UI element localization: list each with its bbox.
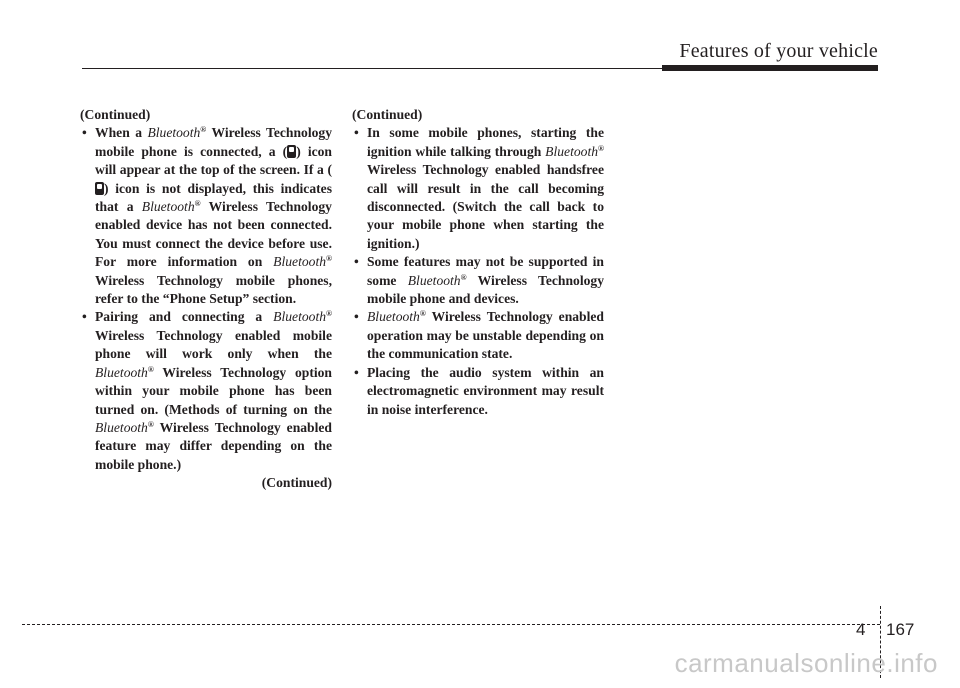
- text-span: Placing the audio system within an electromagnetic environment may result in noise interference.: [367, 364, 604, 417]
- text-span: Some features may not be supported in some: [367, 254, 604, 288]
- text-span: Wireless Technology enabled feature may differ depending on the mobile phone.): [95, 419, 332, 472]
- brand-text: Bluetooth: [273, 309, 327, 325]
- continued-bottom-label: (Continued): [261, 475, 332, 491]
- text-span: Wireless Technology enabled operation may be unstable depending on the communication state.: [367, 309, 604, 362]
- brand-text: Bluetooth: [95, 364, 148, 380]
- text-span: When a: [95, 125, 148, 141]
- text-span: In some mobile phones, starting the ignition while talking through: [367, 125, 604, 159]
- footer-rule: [22, 624, 880, 625]
- text-span: Wireless Technology mobile phone and devices.: [367, 272, 604, 307]
- right-column: [352, 106, 604, 419]
- registered-mark: ®: [147, 419, 154, 429]
- bullet-bluetooth-connected: [80, 124, 332, 308]
- header-rule-thick: [662, 65, 878, 71]
- text-span: Wireless Technology option within your mobile phone has been turned on. (Methods of turning on the: [95, 364, 332, 417]
- phone-icon: [95, 182, 104, 195]
- left-column: [80, 106, 332, 493]
- continued-top-label: (Continued): [80, 107, 151, 122]
- registered-mark: ®: [326, 254, 332, 264]
- bullet-features-support: [352, 253, 604, 308]
- continued-top-label: (Continued): [352, 107, 423, 122]
- watermark: carmanualsonline.info: [674, 648, 938, 678]
- header-rule-thin: [82, 68, 662, 69]
- text-span: Wireless Technology enabled handsfree call will result in the call becoming disconnected. (Switch the call back to your mobile phone when starting the ignition.): [367, 162, 604, 251]
- bullet-unstable-operation: [352, 308, 604, 363]
- text-span: Wireless Technology mobile phone is connected, a (: [95, 125, 332, 159]
- brand-text: Bluetooth: [407, 272, 461, 288]
- text-span: ) icon is not displayed, this indicates that a: [95, 180, 332, 215]
- brand-text: Bluetooth: [95, 419, 148, 435]
- bullet-pairing: [80, 308, 332, 474]
- chapter-number: 4: [856, 620, 866, 639]
- page-number: 167: [886, 620, 915, 639]
- registered-mark: ®: [598, 143, 604, 153]
- registered-mark: ®: [194, 199, 201, 209]
- header-title: Features of your vehicle: [679, 40, 878, 62]
- registered-mark: ®: [419, 309, 426, 319]
- registered-mark: ®: [460, 272, 467, 282]
- bullet-noise-interference: [352, 364, 604, 419]
- bullet-ignition-call: [352, 124, 604, 253]
- text-span: Wireless Technology enabled device has not been connected. You must connect the device before use. For more information on: [95, 199, 332, 270]
- registered-mark: ®: [326, 309, 332, 319]
- brand-text: Bluetooth: [367, 309, 420, 325]
- brand-text: Bluetooth: [141, 199, 195, 215]
- brand-text: Bluetooth: [273, 254, 327, 270]
- registered-mark: ®: [147, 364, 154, 374]
- registered-mark: ®: [200, 125, 207, 135]
- brand-text: Bluetooth: [147, 125, 201, 141]
- text-span: ) icon will appear at the top of the screen. If a (: [95, 143, 332, 178]
- text-span: Wireless Technology mobile phones, refer to the “Phone Setup” section.: [95, 272, 332, 307]
- text-span: Pairing and connecting a: [95, 309, 274, 325]
- brand-text: Bluetooth: [545, 143, 599, 159]
- text-span: Wireless Technology enabled mobile phone will work only when the: [95, 327, 332, 362]
- phone-icon: [287, 145, 296, 158]
